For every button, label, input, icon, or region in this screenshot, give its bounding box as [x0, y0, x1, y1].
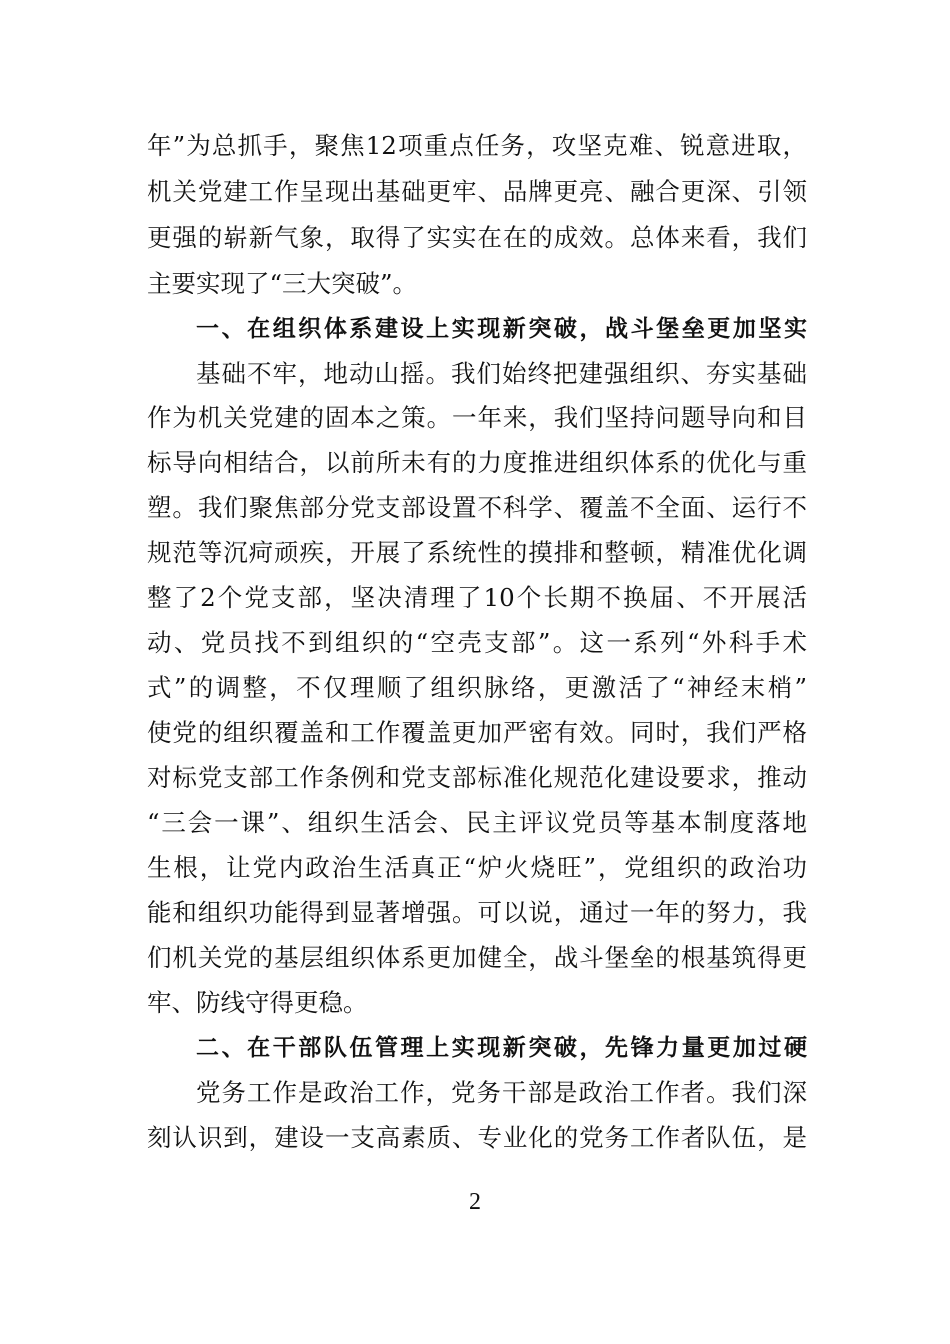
section-1-line-10: 对标党支部工作条例和党支部标准化规范化建设要求，推动: [147, 763, 807, 792]
section-1-heading: 一、在组织体系建设上实现新突破，战斗堡垒更加坚实: [196, 316, 807, 342]
section-1-line-11: “三会一课”、组织生活会、民主评议党员等基本制度落地: [147, 808, 807, 837]
section-1-line-15: 牢、防线守得更稳。: [147, 988, 368, 1017]
section-2-heading: 二、在干部队伍管理上实现新突破，先锋力量更加过硬: [196, 1035, 807, 1061]
section-1-line-5: 规范等沉疴顽疾，开展了系统性的摸排和整顿，精准优化调: [147, 538, 807, 567]
section-1-line-9: 使党的组织覆盖和工作覆盖更加严密有效。同时，我们严格: [147, 718, 807, 747]
intro-line-1: 年”为总抓手，聚焦12项重点任务，攻坚克难、锐意进取，: [147, 131, 807, 160]
section-1-line-3: 标导向相结合，以前所未有的力度推进组织体系的优化与重: [147, 448, 807, 477]
section-1-line-6: 整了2个党支部，坚决清理了10个长期不换届、不开展活: [147, 583, 807, 612]
section-1-line-8: 式”的调整，不仅理顺了组织脉络，更激活了“神经末梢”: [147, 673, 807, 702]
page-number: 2: [469, 1189, 481, 1215]
section-2-line-1: 党务工作是政治工作，党务干部是政治工作者。我们深: [196, 1078, 807, 1107]
intro-line-3: 更强的崭新气象，取得了实实在在的成效。总体来看，我们: [147, 223, 807, 252]
section-1-line-4: 塑。我们聚焦部分党支部设置不科学、覆盖不全面、运行不: [147, 493, 807, 522]
section-1-line-14: 们机关党的基层组织体系更加健全，战斗堡垒的根基筑得更: [147, 943, 807, 972]
section-2-line-2: 刻认识到，建设一支高素质、专业化的党务工作者队伍，是: [147, 1123, 807, 1152]
intro-line-4: 主要实现了“三大突破”。: [147, 269, 418, 298]
section-1-line-13: 能和组织功能得到显著增强。可以说，通过一年的努力，我: [147, 898, 807, 927]
section-1-line-12: 生根，让党内政治生活真正“炉火烧旺”，党组织的政治功: [147, 853, 807, 882]
section-1-line-2: 作为机关党建的固本之策。一年来，我们坚持问题导向和目: [147, 403, 807, 432]
section-1-line-7: 动、党员找不到组织的“空壳支部”。这一系列“外科手术: [147, 628, 807, 657]
section-1-line-1: 基础不牢，地动山摇。我们始终把建强组织、夯实基础: [196, 359, 807, 388]
intro-line-2: 机关党建工作呈现出基础更牢、品牌更亮、融合更深、引领: [147, 177, 807, 206]
